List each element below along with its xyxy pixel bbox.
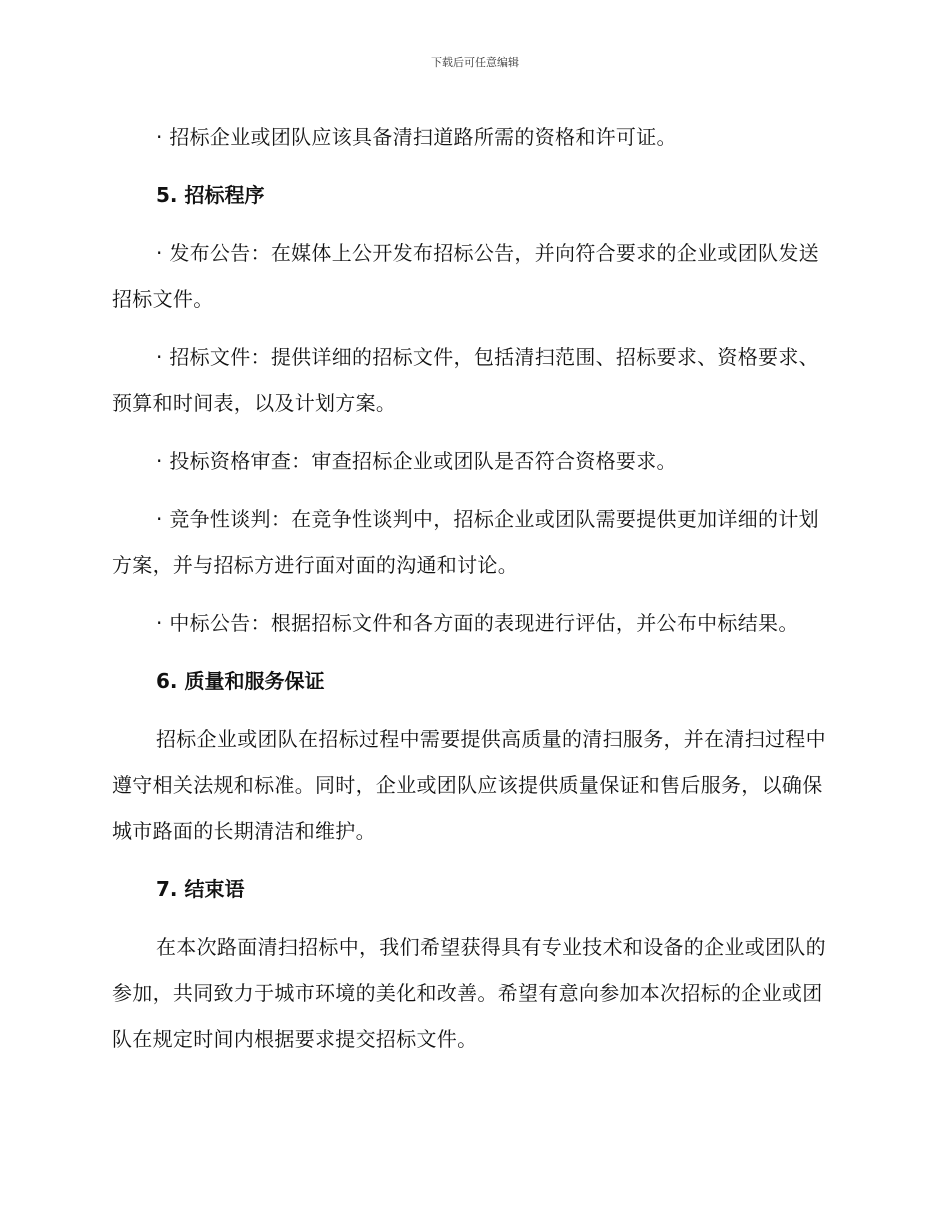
section-heading-quality: 6. 质量和服务保证 <box>156 669 325 693</box>
bullet-tender-documents: · 招标文件：提供详细的招标文件，包括清扫范围、招标要求、资格要求、预算和时间表，以及计划方案。 <box>112 345 819 415</box>
bullet-qualification: · 招标企业或团队应该具备清扫道路所需的资格和许可证。 <box>156 125 677 149</box>
section-heading-conclusion: 7. 结束语 <box>156 877 245 901</box>
bullet-award-notice: · 中标公告：根据招标文件和各方面的表现进行评估，并公布中标结果。 <box>156 611 799 635</box>
bullet-qualification-review: · 投标资格审查：审查招标企业或团队是否符合资格要求。 <box>156 449 677 473</box>
paragraph-conclusion: 在本次路面清扫招标中，我们希望获得具有专业技术和设备的企业或团队的参加，共同致力于城市环境的美化和改善。希望有意向参加本次招标的企业或团队在规定时间内根据要求提交招标文件。 <box>112 935 826 1051</box>
bullet-negotiation: · 竞争性谈判：在竞争性谈判中，招标企业或团队需要提供更加详细的计划方案，并与招标方进行面对面的沟通和讨论。 <box>112 507 819 577</box>
section-heading-procedure: 5. 招标程序 <box>156 183 265 207</box>
bullet-announcement: · 发布公告：在媒体上公开发布招标公告，并向符合要求的企业或团队发送招标文件。 <box>112 241 819 311</box>
document-body <box>112 114 834 1062</box>
page-header: 下载后可任意编辑 <box>431 56 519 69</box>
paragraph-quality: 招标企业或团队在招标过程中需要提供高质量的清扫服务，并在清扫过程中遵守相关法规和标准。同时，企业或团队应该提供质量保证和售后服务，以确保城市路面的长期清洁和维护。 <box>112 727 826 843</box>
